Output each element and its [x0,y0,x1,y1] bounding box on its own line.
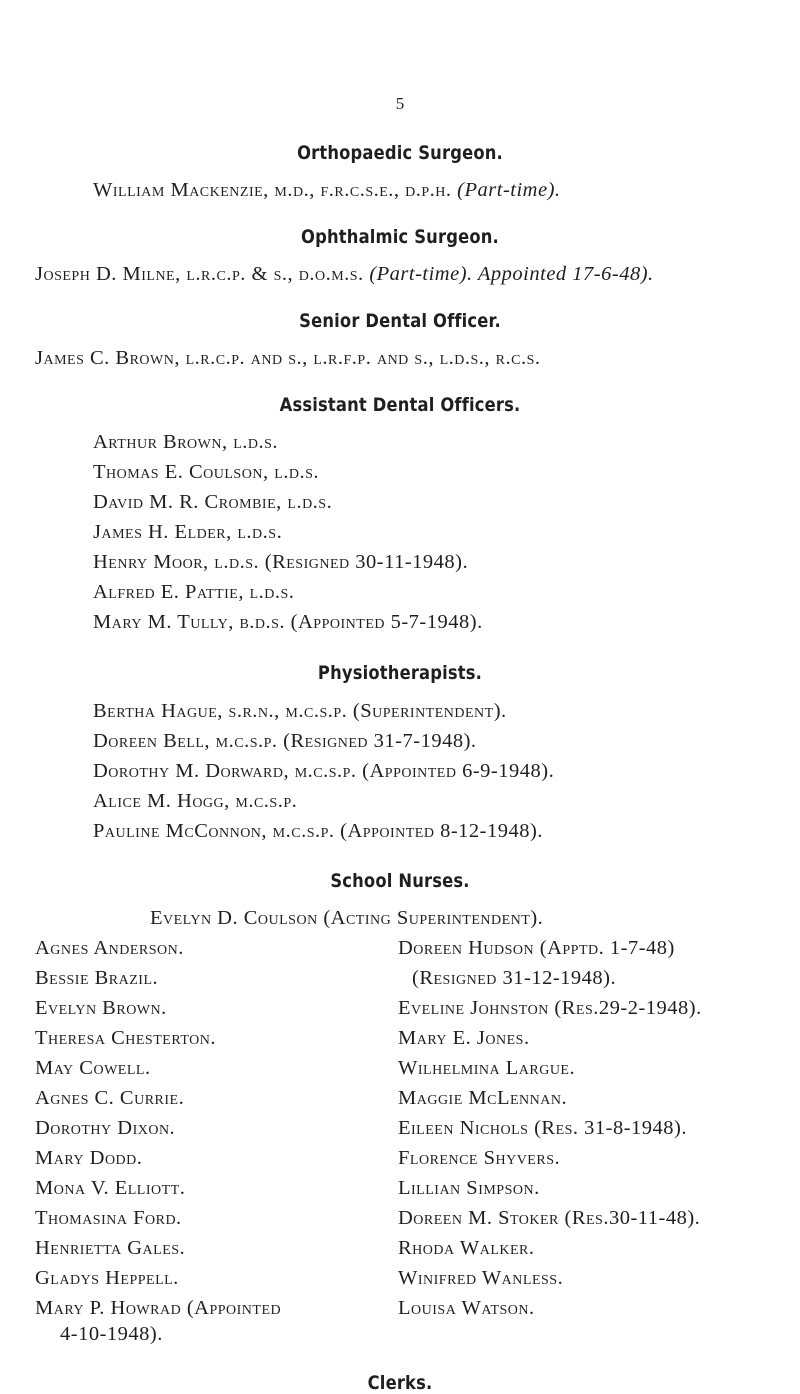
senior-dental-entry: James C. Brown, l.r.c.p. and s., l.r.f.p. and s., l.d.s., r.c.s. [35,347,541,369]
assistant-dental-heading: Assistant Dental Officers. [279,394,521,416]
physiotherapist-entry: Doreen Bell, m.c.s.p. (Resigned 31-7-1948). [93,730,477,752]
nurse-entry: Maggie McLennan. [398,1087,568,1109]
assistant-dental-entry: Thomas E. Coulson, l.d.s. [93,461,320,483]
assistant-dental-entry: David M. R. Crombie, l.d.s. [93,491,333,513]
assistant-dental-entry: Alfred E. Pattie, l.d.s. [93,581,295,603]
orthopaedic-heading: Orthopaedic Surgeon. [297,142,503,164]
assistant-dental-entry: James H. Elder, l.d.s. [93,521,283,543]
ophthalmic-heading: Ophthalmic Surgeon. [301,226,499,248]
orthopaedic-note: (Part-time). [457,179,561,201]
ophthalmic-entry [35,262,654,286]
physiotherapist-entry: Alice M. Hogg, m.c.s.p. [93,790,298,812]
senior-dental-heading: Senior Dental Officer. [299,310,501,332]
orthopaedic-entry [93,178,561,202]
physiotherapist-entry: Pauline McConnon, m.c.s.p. (Appointed 8-12-1948). [93,820,543,842]
nurse-entry: Wilhelmina Largue. [398,1057,576,1079]
nurse-entry: Mary E. Jones. [398,1027,530,1049]
physiotherapist-entry: Dorothy M. Dorward, m.c.s.p. (Appointed 6-9-1948). [93,760,555,782]
nurse-entry: Evelyn Brown. [35,997,167,1019]
nurse-entry: Agnes C. Currie. [35,1087,185,1109]
nurse-entry: Agnes Anderson. [35,937,184,959]
assistant-dental-entry: Henry Moor, l.d.s. (Resigned 30-11-1948). [93,551,469,573]
physiotherapist-entry: Bertha Hague, s.r.n., m.c.s.p. (Superintendent). [93,700,507,722]
nurse-entry: Florence Shyvers. [398,1147,561,1169]
nurse-entry: Gladys Heppell. [35,1267,179,1289]
physiotherapists-heading: Physiotherapists. [317,662,483,684]
assistant-dental-entry: Mary M. Tully, b.d.s. (Appointed 5-7-1948). [93,611,483,633]
nurse-entry: Rhoda Walker. [398,1237,535,1259]
school-nurses-heading: School Nurses. [330,870,470,892]
nurse-entry: Eveline Johnston (Res.29-2-1948). [398,997,702,1019]
assistant-dental-entry: Arthur Brown, l.d.s. [93,431,279,453]
ophthalmic-name: Joseph D. Milne, l.r.c.p. & s., d.o.m.s. [35,263,364,285]
clerks-heading: Clerks. [367,1372,433,1394]
nurse-entry: Doreen M. Stoker (Res.30-11-48). [398,1207,701,1229]
orthopaedic-name: William Mackenzie, m.d., f.r.c.s.e., d.p.h. [93,179,452,201]
nurse-entry: Louisa Watson. [398,1297,535,1319]
nurse-entry: 4-10-1948). [60,1323,163,1345]
nurse-entry: (Resigned 31-12-1948). [412,967,617,989]
nurse-entry: Dorothy Dixon. [35,1117,176,1139]
nurse-entry: Henrietta Gales. [35,1237,186,1259]
nurse-entry: Mona V. Elliott. [35,1177,186,1199]
nurse-entry: Thomasina Ford. [35,1207,182,1229]
nurse-entry: Mary Dodd. [35,1147,143,1169]
page-number: 5 [395,94,405,113]
nurse-entry: Theresa Chesterton. [35,1027,216,1049]
nurse-entry: Winifred Wanless. [398,1267,564,1289]
nurse-entry: Bessie Brazil. [35,967,159,989]
nurse-entry: May Cowell. [35,1057,151,1079]
ophthalmic-note: (Part-time). Appointed 17-6-48). [369,263,654,285]
nurse-entry: Mary P. Howrad (Appointed [35,1297,282,1319]
school-nurses-superintendent: Evelyn D. Coulson (Acting Superintendent). [150,907,544,929]
nurse-entry: Doreen Hudson (Apptd. 1-7-48) [398,937,675,959]
nurse-entry: Lillian Simpson. [398,1177,540,1199]
nurse-entry: Eileen Nichols (Res. 31-8-1948). [398,1117,688,1139]
